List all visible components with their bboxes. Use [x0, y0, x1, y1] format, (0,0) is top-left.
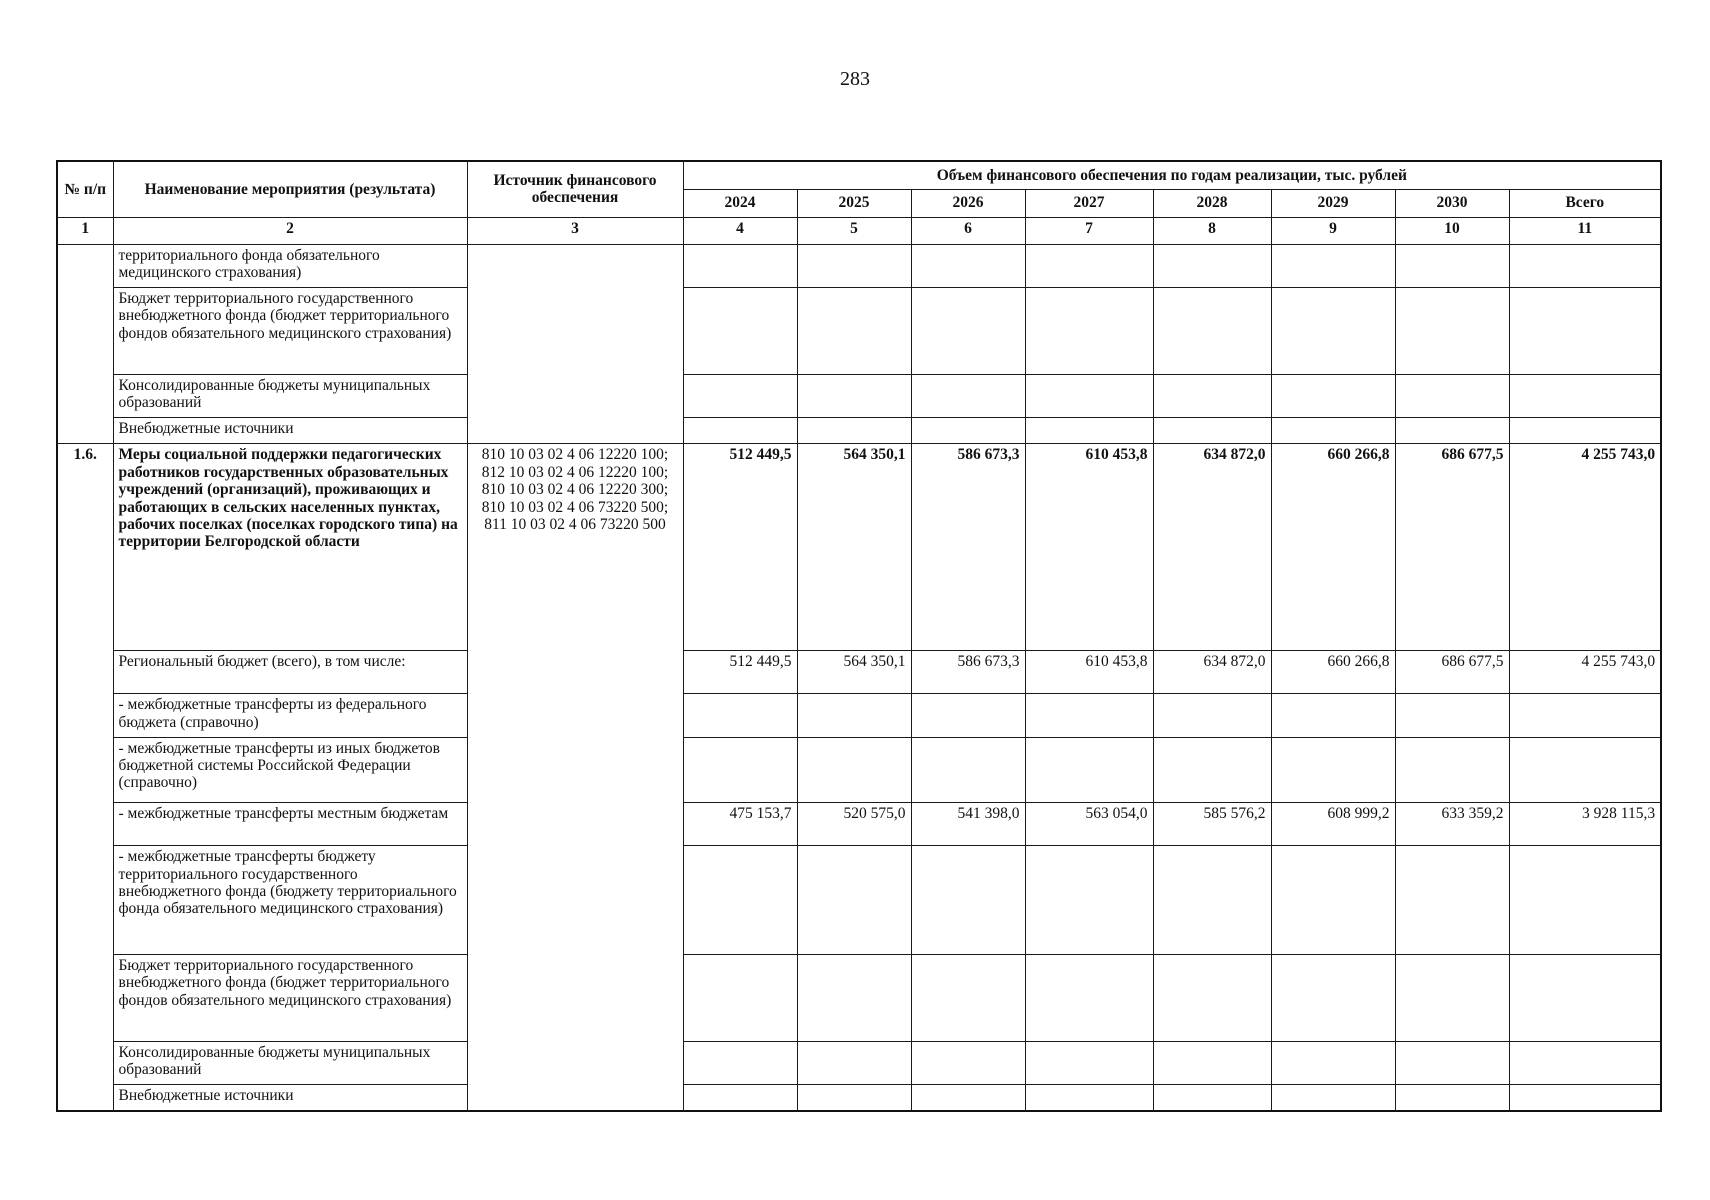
value-cell	[1025, 737, 1153, 802]
value-cell	[1509, 1041, 1661, 1084]
value-cell: 512 449,5	[683, 650, 797, 693]
row-title: Меры социальной поддержки педагогических работников государственных образовательных учреждений (организаций), проживающих и работающих в сельских населенных пунктах, рабочих поселках (поселках городского типа) на территории Белгородской области	[113, 444, 467, 650]
value-cell	[797, 1085, 911, 1111]
value-cell: 3 928 115,3	[1509, 802, 1661, 845]
value-cell	[1395, 954, 1509, 1041]
value-cell	[683, 694, 797, 737]
table-row	[57, 1085, 1661, 1111]
value-cell	[1025, 694, 1153, 737]
header-year: 2028	[1153, 189, 1271, 217]
value-cell	[797, 954, 911, 1041]
value-cell: 633 359,2	[1395, 802, 1509, 845]
value-cell	[911, 1041, 1025, 1084]
value-cell	[1153, 846, 1271, 955]
table-row	[57, 1041, 1661, 1084]
value-cell: 4 255 743,0	[1509, 444, 1661, 650]
value-cell: 660 266,8	[1271, 650, 1395, 693]
table-row-title	[57, 444, 1661, 650]
value-cell: 512 449,5	[683, 444, 797, 650]
value-cell	[1025, 954, 1153, 1041]
value-cell: 608 999,2	[1271, 802, 1395, 845]
header-num: № п/п	[57, 161, 113, 217]
value-cell	[1509, 737, 1661, 802]
index-cell: 8	[1153, 217, 1271, 244]
table-row	[57, 288, 1661, 375]
value-cell	[683, 846, 797, 955]
row-label: Консолидированные бюджеты муниципальных образований	[113, 374, 467, 417]
page-number: 283	[840, 68, 870, 90]
value-cell	[797, 846, 911, 955]
table-row	[57, 650, 1661, 693]
value-cell: 564 350,1	[797, 650, 911, 693]
value-cell	[797, 1041, 911, 1084]
header-name: Наименование мероприятия (результата)	[113, 161, 467, 217]
value-cell	[1271, 1085, 1395, 1111]
value-cell	[1153, 694, 1271, 737]
value-cell	[1509, 1085, 1661, 1111]
table-row	[57, 802, 1661, 845]
row-label: Бюджет территориального государственного внебюджетного фонда (бюджет территориального фондов обязательного медицинского страхования)	[113, 954, 467, 1041]
value-cell	[911, 694, 1025, 737]
value-cell	[1025, 846, 1153, 955]
row-source-empty	[467, 244, 683, 444]
header-year: 2029	[1271, 189, 1395, 217]
value-cell	[1395, 694, 1509, 737]
index-cell: 9	[1271, 217, 1395, 244]
value-cell	[683, 954, 797, 1041]
value-cell	[1153, 954, 1271, 1041]
header-total: Всего	[1509, 189, 1661, 217]
value-cell: 520 575,0	[797, 802, 911, 845]
row-source: 810 10 03 02 4 06 12220 100; 812 10 03 02 4 06 12220 100; 810 10 03 02 4 06 12220 300; 810 10 03 02 4 06 73220 500; 811 10 03 02 4 06 73220 500	[467, 444, 683, 1111]
value-cell: 610 453,8	[1025, 444, 1153, 650]
header-year: 2026	[911, 189, 1025, 217]
value-cell	[911, 954, 1025, 1041]
value-cell: 564 350,1	[797, 444, 911, 650]
row-label: Региональный бюджет (всего), в том числе:	[113, 650, 467, 693]
row-label: - межбюджетные трансферты бюджету территориального государственного внебюджетного фонда (бюджету территориального фонда обязательного медицинского страхования)	[113, 846, 467, 955]
value-cell	[1395, 737, 1509, 802]
value-cell: 585 576,2	[1153, 802, 1271, 845]
row-number-empty	[57, 244, 113, 444]
index-cell: 6	[911, 217, 1025, 244]
table-row	[57, 846, 1661, 955]
value-cell	[1153, 1041, 1271, 1084]
value-cell	[1509, 954, 1661, 1041]
row-label: Бюджет территориального государственного внебюджетного фонда (бюджет территориального фондов обязательного медицинского страхования)	[113, 288, 467, 375]
row-label: территориального фонда обязательного медицинского страхования)	[113, 244, 467, 287]
value-cell: 586 673,3	[911, 444, 1025, 650]
index-cell: 2	[113, 217, 467, 244]
header-volume: Объем финансового обеспечения по годам реализации, тыс. рублей	[683, 161, 1661, 189]
value-cell	[1395, 1041, 1509, 1084]
value-cell: 686 677,5	[1395, 444, 1509, 650]
row-label: Внебюджетные источники	[113, 1085, 467, 1111]
row-label: Консолидированные бюджеты муниципальных образований	[113, 1041, 467, 1084]
value-cell: 563 054,0	[1025, 802, 1153, 845]
value-cell	[911, 737, 1025, 802]
index-cell: 4	[683, 217, 797, 244]
index-cell: 11	[1509, 217, 1661, 244]
value-cell	[1271, 694, 1395, 737]
value-cell	[797, 694, 911, 737]
value-cell	[1153, 737, 1271, 802]
value-cell	[1395, 846, 1509, 955]
table-row	[57, 954, 1661, 1041]
value-cell	[683, 1041, 797, 1084]
value-cell: 541 398,0	[911, 802, 1025, 845]
table-row	[57, 418, 1661, 444]
value-cell	[1509, 694, 1661, 737]
header-source: Источник финансового обеспечения	[467, 161, 683, 217]
index-row	[57, 217, 1661, 244]
table-row	[57, 737, 1661, 802]
index-cell: 1	[57, 217, 113, 244]
value-cell: 610 453,8	[1025, 650, 1153, 693]
financing-table	[56, 160, 1662, 1112]
index-cell: 5	[797, 217, 911, 244]
value-cell	[683, 1085, 797, 1111]
value-cell	[1025, 1041, 1153, 1084]
value-cell	[1271, 1041, 1395, 1084]
header-year: 2027	[1025, 189, 1153, 217]
row-label: - межбюджетные трансферты из иных бюджетов бюджетной системы Российской Федерации (справочно)	[113, 737, 467, 802]
value-cell	[1271, 954, 1395, 1041]
value-cell	[1509, 846, 1661, 955]
value-cell: 475 153,7	[683, 802, 797, 845]
value-cell: 586 673,3	[911, 650, 1025, 693]
value-cell	[911, 846, 1025, 955]
header-year: 2030	[1395, 189, 1509, 217]
header-year: 2025	[797, 189, 911, 217]
row-label: Внебюджетные источники	[113, 418, 467, 444]
index-cell: 7	[1025, 217, 1153, 244]
table-row	[57, 374, 1661, 417]
value-cell	[1153, 1085, 1271, 1111]
header-year: 2024	[683, 189, 797, 217]
value-cell	[1271, 846, 1395, 955]
value-cell	[683, 737, 797, 802]
row-label: - межбюджетные трансферты местным бюджетам	[113, 802, 467, 845]
value-cell: 634 872,0	[1153, 650, 1271, 693]
value-cell	[1025, 1085, 1153, 1111]
value-cell: 686 677,5	[1395, 650, 1509, 693]
value-cell	[911, 1085, 1025, 1111]
value-cell: 660 266,8	[1271, 444, 1395, 650]
index-cell: 10	[1395, 217, 1509, 244]
table-row	[57, 244, 1661, 287]
value-cell	[797, 737, 911, 802]
value-cell	[1395, 1085, 1509, 1111]
row-number: 1.6.	[57, 444, 113, 1111]
index-cell: 3	[467, 217, 683, 244]
value-cell: 634 872,0	[1153, 444, 1271, 650]
value-cell: 4 255 743,0	[1509, 650, 1661, 693]
row-label: - межбюджетные трансферты из федерального бюджета (справочно)	[113, 694, 467, 737]
value-cell	[1271, 737, 1395, 802]
table-row	[57, 694, 1661, 737]
